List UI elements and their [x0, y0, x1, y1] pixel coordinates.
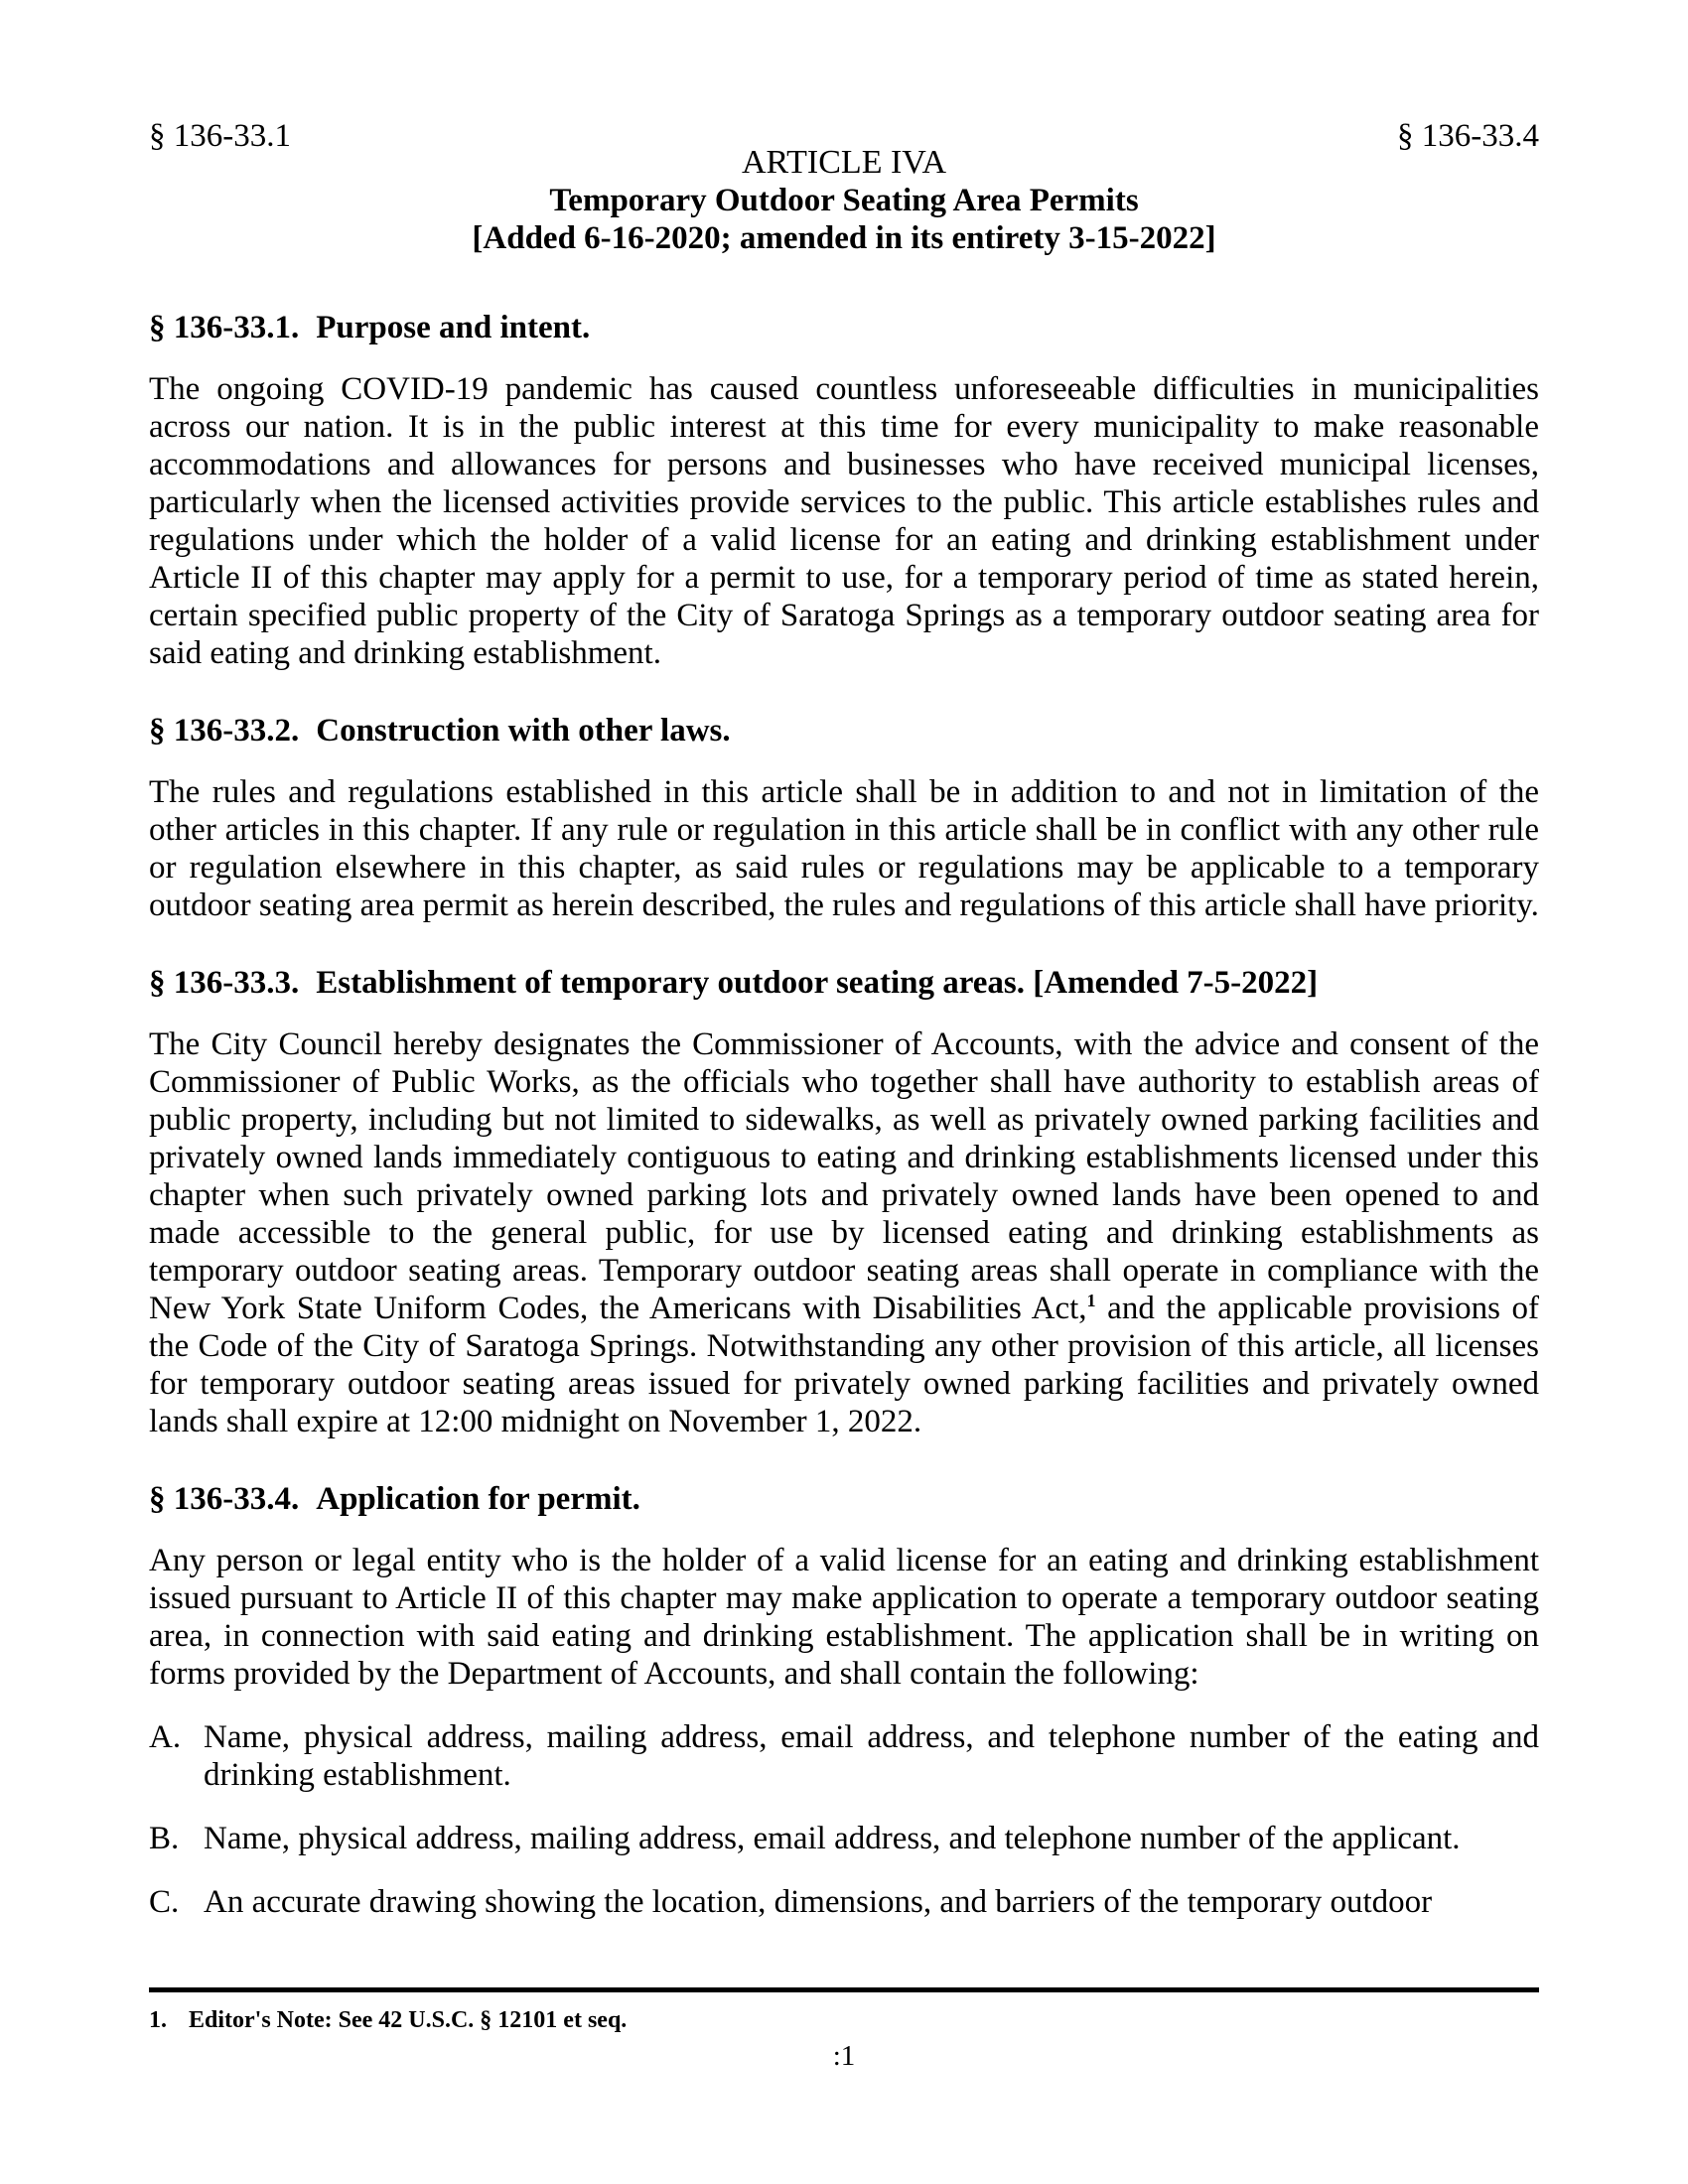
section-2-number: § 136-33.2.: [149, 713, 300, 749]
footnote-text: Editor's Note: See 42 U.S.C. § 12101 et seq.: [189, 2007, 628, 2033]
page-footer: [149, 1987, 1539, 2071]
requirement-b-text: Name, physical address, mailing address, email address, and telephone number of the applicant.: [204, 1821, 1461, 1856]
section-3-body-before-footnote: The City Council hereby designates the Commissioner of Accounts, with the advice and consent of the Commissioner of Public Works, as the officials who together shall have authority to establish areas of public property, including but not limited to sidewalks, as well as privately owned parking facilities and privately owned lands immediately contiguous to eating and drinking establishments licensed under this chapter when such privately owned parking lots and privately owned lands have been opened to and made accessible to the general public, for use by licensed eating and drinking establishments as temporary outdoor seating areas. Temporary outdoor seating areas shall operate in compliance with the New York State Uniform Codes, the Americans with Disabilities Act,: [149, 1026, 1539, 1326]
requirement-item-a: [149, 1718, 1539, 1794]
section-4-number: § 136-33.4.: [149, 1481, 300, 1517]
section-1-title: Purpose and intent.: [316, 310, 591, 345]
requirement-c-text: An accurate drawing showing the location, dimensions, and barriers of the temporary outdoor: [204, 1884, 1433, 1920]
section-3-body-after-footnote: and the applicable provisions of the Code of the City of Saratoga Springs. Notwithstanding any other provision of this article, all licenses for temporary outdoor seating areas issued for privately owned parking facilities and privately owned lands shall expire at 12:00 midnight on November 1, 2022.: [149, 1291, 1539, 1439]
footnote-label: 1.: [149, 2007, 167, 2033]
requirement-item-b: [149, 1820, 1539, 1857]
requirement-b-label: B.: [149, 1821, 180, 1856]
section-4-heading: [149, 1480, 1539, 1518]
footnote-divider: [149, 1987, 1539, 1992]
section-4-title: Application for permit.: [316, 1481, 640, 1517]
requirement-c-label: C.: [149, 1884, 180, 1920]
header-right-section-ref: § 136-33.4: [1397, 118, 1539, 154]
section-3-number: § 136-33.3.: [149, 965, 300, 1001]
section-3-body: [149, 1025, 1539, 1440]
section-1-number: § 136-33.1.: [149, 310, 300, 345]
section-2-body: The rules and regulations established in this article shall be in addition to and not in limitation of the other articles in this chapter. If any rule or regulation in this article shall be in conflict with any other rule or regulation elsewhere in this chapter, as said rules or regulations may be applicable to a temporary outdoor seating area permit as herein described, the rules and regulations of this article shall have priority.: [149, 774, 1539, 923]
document-content: [149, 0, 1539, 1921]
requirement-a-text: Name, physical address, mailing address, email address, and telephone number of the eating and drinking establishment.: [204, 1719, 1539, 1793]
article-label: ARTICLE IVA: [741, 144, 947, 181]
section-1-body: The ongoing COVID-19 pandemic has caused countless unforeseeable difficulties in municipalities across our nation. It is in the public interest at this time for every municipality to make reasonable accommodations and allowances for persons and businesses who have received municipal licenses, particularly when the licensed activities provide services to the public. This article establishes rules and regulations under which the holder of a valid license for an eating and drinking establishment under Article II of this chapter may apply for a permit to use, for a temporary period of time as stated herein, certain specified public property of the City of Saratoga Springs as a temporary outdoor seating area for said eating and drinking establishment.: [149, 371, 1539, 671]
section-2-title: Construction with other laws.: [316, 713, 731, 749]
section-4-body: Any person or legal entity who is the holder of a valid license for an eating and drinking establishment issued pursuant to Article II of this chapter may make application to operate a temporary outdoor seating area, in connection with said eating and drinking establishment. The application shall be in writing on forms provided by the Department of Accounts, and shall contain the following:: [149, 1543, 1539, 1692]
article-title-block: [149, 144, 1539, 257]
section-3-title: Establishment of temporary outdoor seating areas. [Amended 7-5-2022]: [316, 965, 1319, 1001]
article-amendment-note: [Added 6-16-2020; amended in its entirety 3-15-2022]: [472, 220, 1216, 256]
article-title: Temporary Outdoor Seating Area Permits: [549, 183, 1139, 218]
footnote: [149, 2005, 1539, 2035]
section-2-heading: [149, 712, 1539, 750]
footnote-reference-marker: 1: [1086, 1291, 1096, 1310]
section-3-heading: [149, 964, 1539, 1002]
header-left-section-ref: § 136-33.1: [149, 118, 291, 154]
requirement-item-c: [149, 1883, 1539, 1921]
requirement-a-label: A.: [149, 1719, 182, 1755]
section-1-heading: [149, 309, 1539, 346]
page-number: :1: [832, 2040, 856, 2072]
